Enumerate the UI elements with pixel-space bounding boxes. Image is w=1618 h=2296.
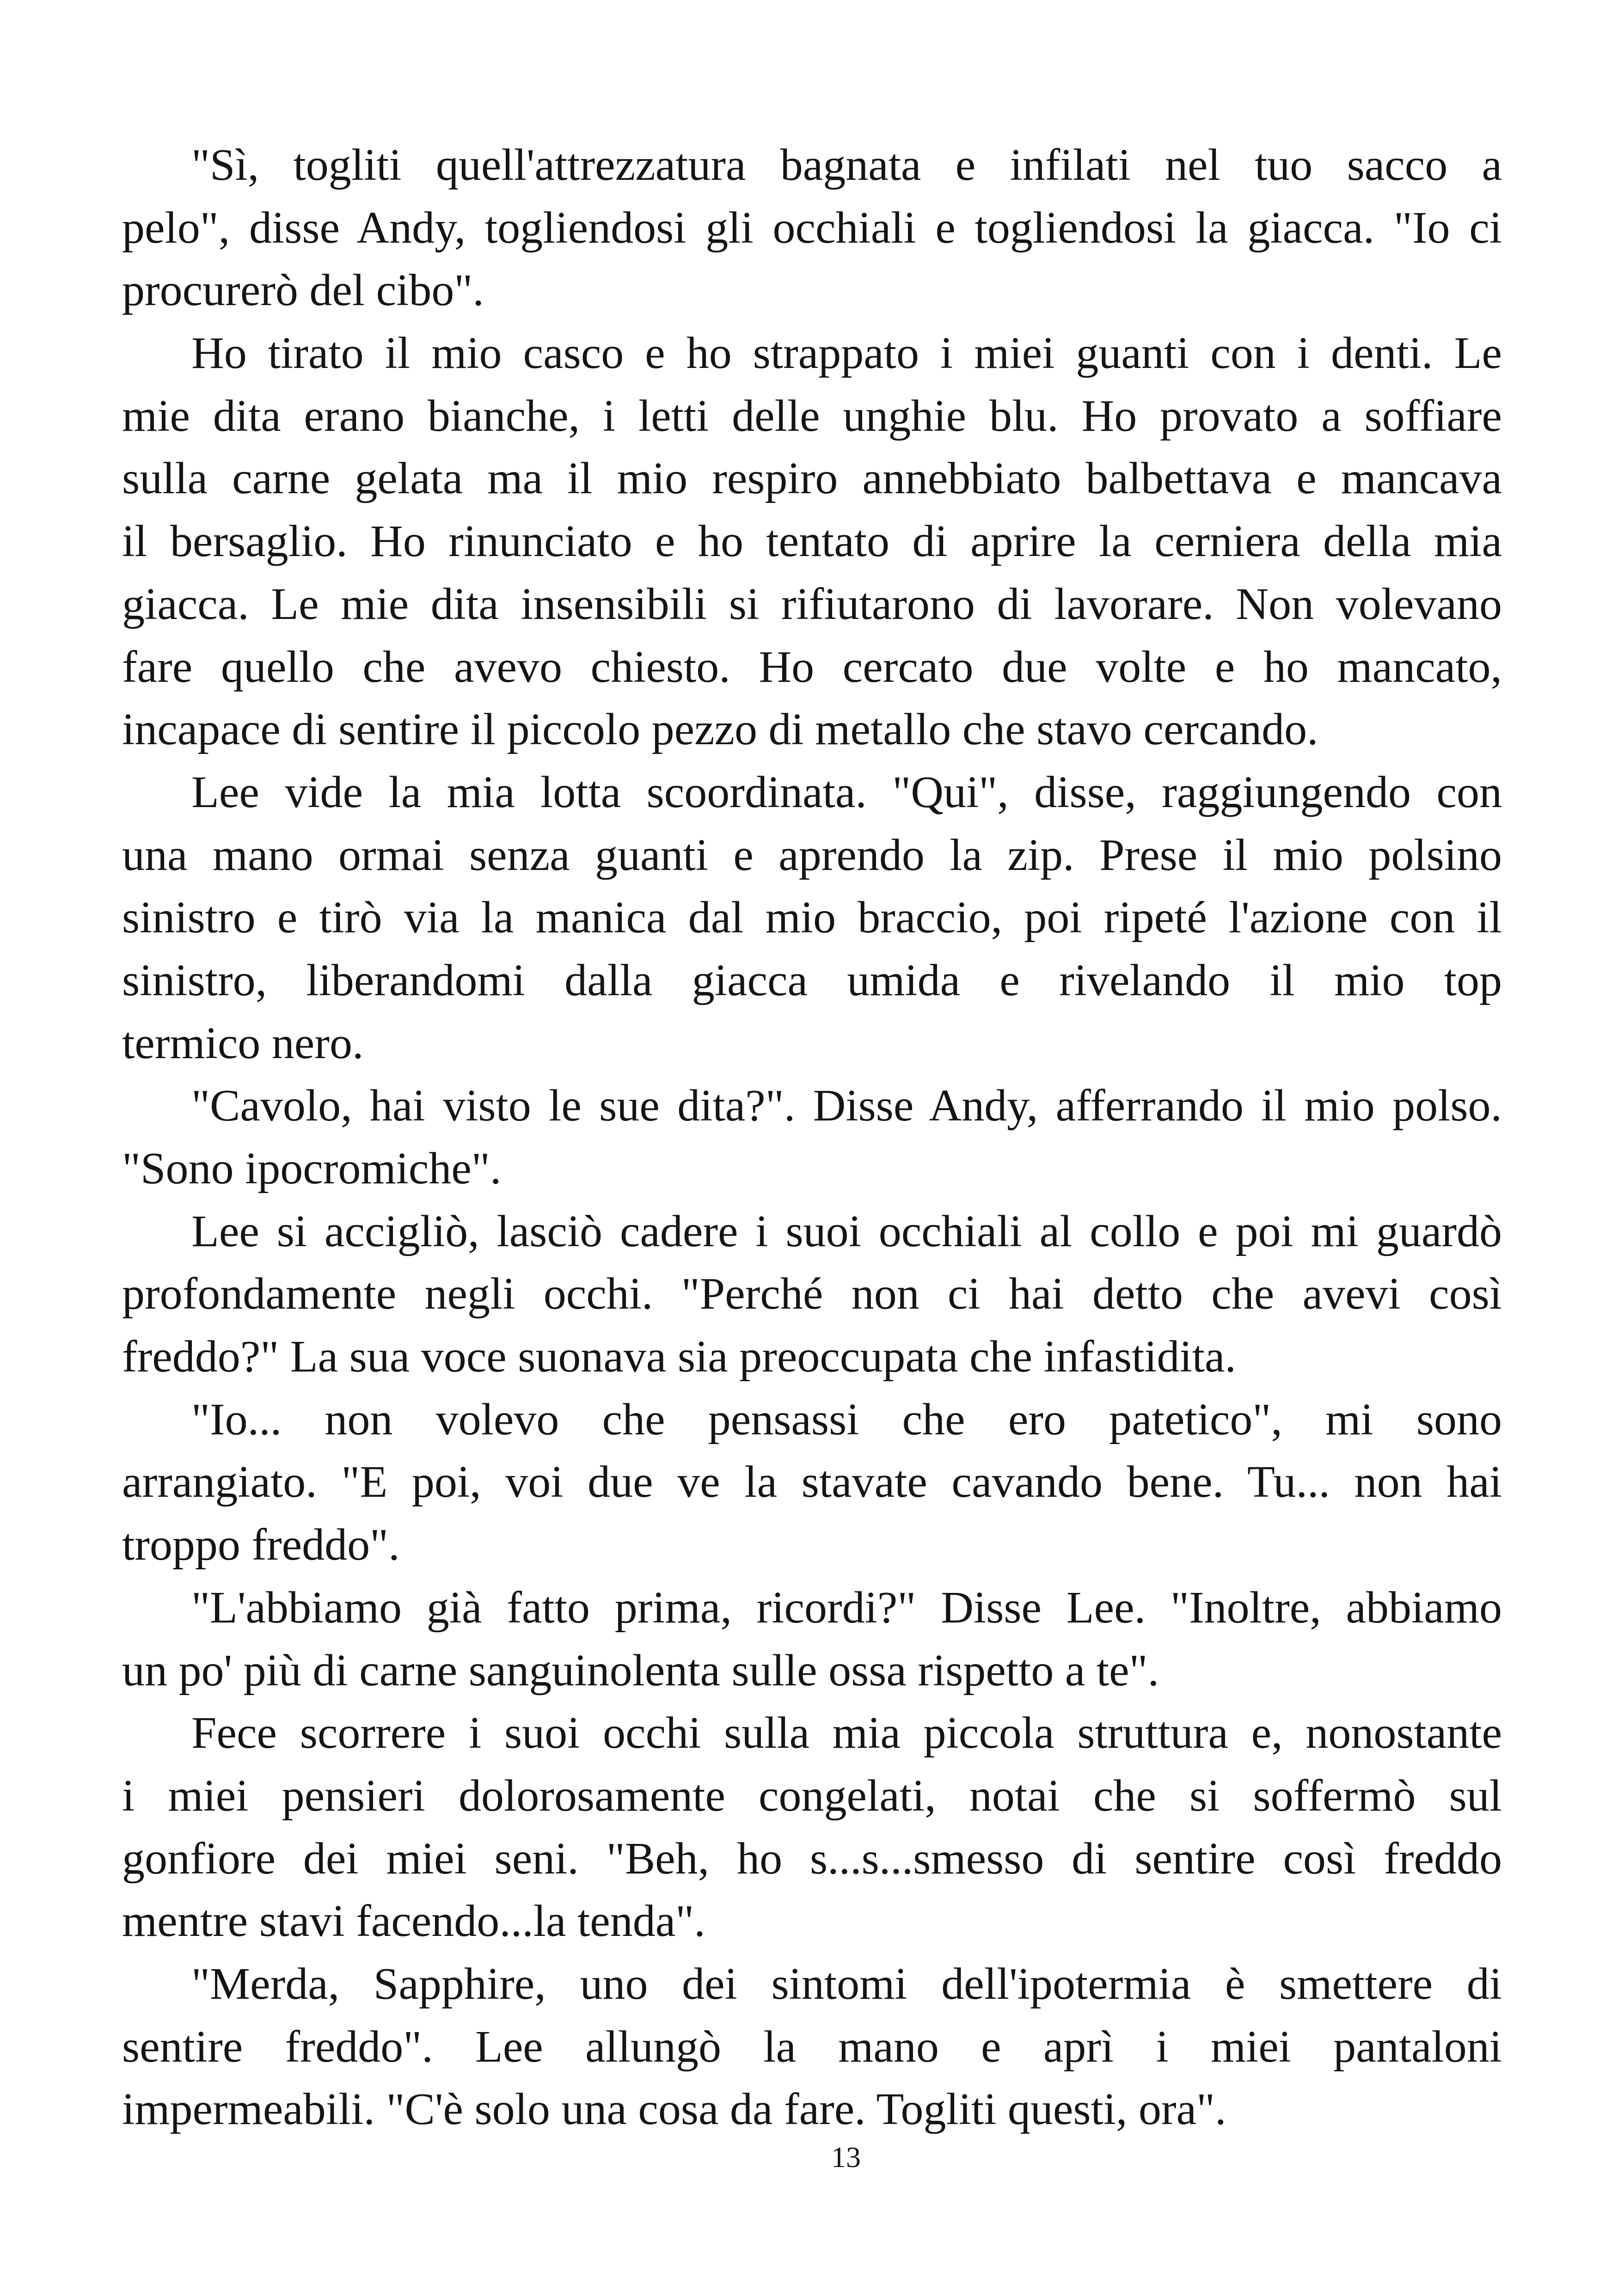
- paragraph: [122, 761, 1502, 1075]
- text-line: procurerò del cibo".: [122, 265, 484, 316]
- text-line: sentire freddo". Lee allungò la mano e aprì i miei pantaloni: [122, 2021, 1502, 2072]
- paragraph: [122, 322, 1502, 761]
- text-line: "L'abbiamo già fatto prima, ricordi?" Disse Lee. "Inoltre, abbiamo: [191, 1582, 1502, 1633]
- text-line: troppo freddo".: [122, 1520, 400, 1570]
- body-text: [122, 134, 1502, 2141]
- text-line: mentre stavi facendo...la tenda".: [122, 1896, 705, 1947]
- text-line: "Io... non volevo che pensassi che ero patetico", mi sono: [191, 1394, 1502, 1445]
- text-line: profondamente negli occhi. "Perché non ci hai detto che avevi così: [122, 1269, 1502, 1319]
- text-line: giacca. Le mie dita insensibili si rifiutarono di lavorare. Non volevano: [122, 579, 1502, 629]
- paragraph: [122, 1200, 1502, 1389]
- paragraph: [122, 1075, 1502, 1200]
- text-line: Fece scorrere i suoi occhi sulla mia piccola struttura e, nonostante: [191, 1708, 1502, 1758]
- paragraph: [122, 1389, 1502, 1577]
- text-line: gonfiore dei miei seni. "Beh, ho s...s...smesso di sentire così freddo: [122, 1833, 1502, 1884]
- text-line: incapace di sentire il piccolo pezzo di metallo che stavo cercando.: [122, 704, 1318, 755]
- text-line: una mano ormai senza guanti e aprendo la zip. Prese il mio polsino: [122, 830, 1502, 880]
- text-line: sinistro, liberandomi dalla giacca umida e rivelando il mio top: [122, 955, 1502, 1005]
- text-line: termico nero.: [122, 1018, 364, 1068]
- text-line: Lee vide la mia lotta scoordinata. "Qui", disse, raggiungendo con: [191, 767, 1502, 817]
- text-line: sinistro e tirò via la manica dal mio braccio, poi ripeté l'azione con il: [122, 893, 1502, 943]
- text-line: Ho tirato il mio casco e ho strappato i miei guanti con i denti. Le: [191, 328, 1502, 379]
- page-number: 13: [831, 2141, 861, 2174]
- text-line: sulla carne gelata ma il mio respiro annebbiato balbettava e mancava: [122, 453, 1502, 504]
- text-line: impermeabili. "C'è solo una cosa da fare. Togliti questi, ora".: [122, 2084, 1226, 2135]
- text-line: "Sì, togliti quell'attrezzatura bagnata e infilati nel tuo sacco a: [191, 140, 1502, 190]
- paragraph: [122, 134, 1502, 322]
- paragraph: [122, 1702, 1502, 1953]
- paragraph: [122, 1953, 1502, 2141]
- text-line: freddo?" La sua voce suonava sia preoccupata che infastidita.: [122, 1332, 1236, 1382]
- text-line: "Merda, Sapphire, uno dei sintomi dell'ipotermia è smettere di: [191, 1959, 1502, 2009]
- text-line: pelo", disse Andy, togliendosi gli occhiali e togliendosi la giacca. "Io ci: [122, 202, 1502, 253]
- text-line: Lee si accigliò, lasciò cadere i suoi occhiali al collo e poi mi guardò: [191, 1206, 1502, 1256]
- text-line: un po' più di carne sanguinolenta sulle ossa rispetto a te".: [122, 1645, 1159, 1696]
- text-line: il bersaglio. Ho rinunciato e ho tentato di aprire la cerniera della mia: [122, 516, 1502, 567]
- text-line: "Sono ipocromiche".: [122, 1144, 502, 1194]
- text-line: "Cavolo, hai visto le sue dita?". Disse Andy, afferrando il mio polso.: [191, 1081, 1502, 1131]
- text-line: i miei pensieri dolorosamente congelati, notai che si soffermò sul: [122, 1770, 1502, 1821]
- text-line: mie dita erano bianche, i letti delle unghie blu. Ho provato a soffiare: [122, 391, 1502, 441]
- text-line: arrangiato. "E poi, voi due ve la stavate cavando bene. Tu... non hai: [122, 1457, 1502, 1507]
- paragraph: [122, 1577, 1502, 1702]
- text-line: fare quello che avevo chiesto. Ho cercato due volte e ho mancato,: [122, 642, 1502, 692]
